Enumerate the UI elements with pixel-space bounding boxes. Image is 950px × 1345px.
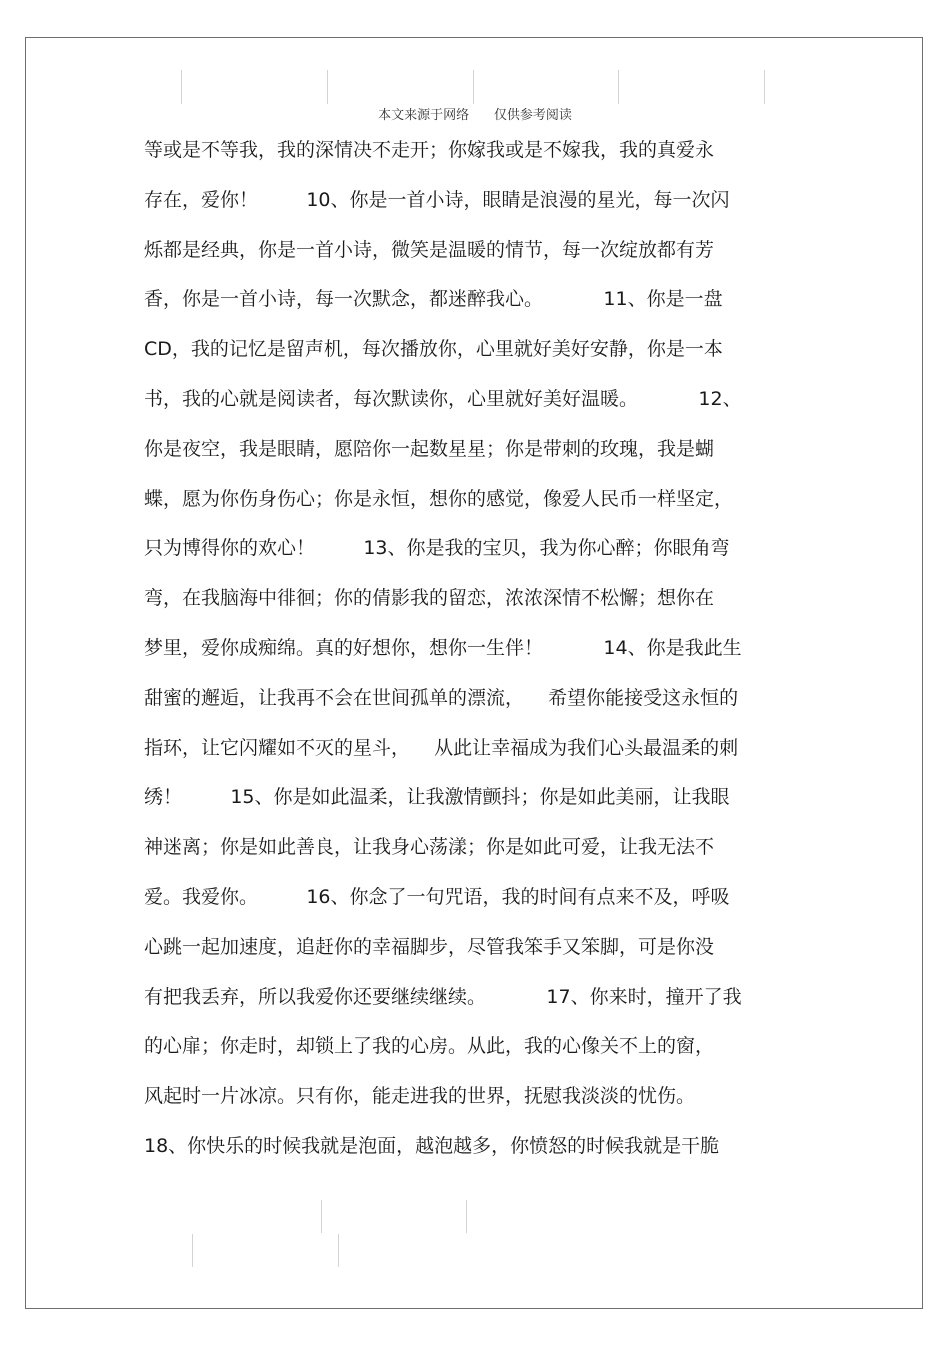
bottom-divider-line-2 xyxy=(466,1200,467,1233)
text-line: 18、你快乐的时候我就是泡面，越泡越多，你愤怒的时候我就是干脆 xyxy=(144,1134,720,1157)
text-line: 等或是不等我，我的深情决不走开；你嫁我或是不嫁我，我的真爱永 xyxy=(144,139,715,161)
text-line: 的心扉；你走时，却锁上了我的心房。从此，我的心像关不上的窗， xyxy=(144,1035,715,1058)
top-divider-line-5 xyxy=(764,70,765,104)
text-line: 蝶，愿为你伤身伤心；你是永恒，想你的感觉，像爱人民币一样坚定， xyxy=(144,487,734,510)
text-line: 你是夜空，我是眼睛，愿陪你一起数星星；你是带刺的玫瑰，我是蝴 xyxy=(144,437,715,460)
text-line: 弯，在我脑海中徘徊；你的倩影我的留恋，浓浓深情不松懈；想你在 xyxy=(144,587,715,610)
text-line: 有把我丢弃，所以我爱你还要继续继续。 17、你来时，撞开了我 xyxy=(144,985,742,1008)
bottom-divider-line-1 xyxy=(321,1200,322,1233)
text-line: 香，你是一首小诗，每一次默念，都迷醉我心。 11、你是一盘 xyxy=(144,288,723,311)
text-line: 心跳一起加速度，追赶你的幸福脚步，尽管我笨手又笨脚，可是你没 xyxy=(144,935,715,958)
bottom-divider-line-4 xyxy=(338,1234,339,1267)
text-line: 书，我的心就是阅读者，每次默读你，心里就好美好温暖。 12、 xyxy=(144,387,742,410)
top-divider-line-4 xyxy=(618,70,619,104)
text-line: 神迷离；你是如此善良，让我身心荡漾；你是如此可爱，让我无法不 xyxy=(144,836,715,859)
text-line: 存在，爱你！ 10、你是一首小诗，眼睛是浪漫的星光，每一次闪 xyxy=(144,188,730,211)
document-body xyxy=(144,130,824,1176)
text-line: CD，我的记忆是留声机，每次播放你，心里就好美好安静，你是一本 xyxy=(144,338,723,361)
text-line: 烁都是经典，你是一首小诗，微笑是温暖的情节，每一次绽放都有芳 xyxy=(144,238,715,261)
bottom-divider-line-3 xyxy=(192,1234,193,1267)
text-line: 爱。我爱你。 16、你念了一句咒语，我的时间有点来不及，呼吸 xyxy=(144,885,730,908)
top-divider-line-1 xyxy=(181,70,182,104)
text-line: 甜蜜的邂逅，让我再不会在世间孤单的漂流， 希望你能接受这永恒的 xyxy=(144,686,739,709)
text-line: 风起时一片冰凉。只有你，能走进我的世界，抚慰我淡淡的忧伤。 xyxy=(144,1085,696,1108)
text-line: 梦里，爱你成痴绵。真的好想你，想你一生伴！ 14、你是我此生 xyxy=(144,636,742,659)
top-divider-line-2 xyxy=(327,70,328,104)
source-disclaimer: 本文来源于网络 仅供参考阅读 xyxy=(378,108,572,123)
top-divider-line-3 xyxy=(473,70,474,104)
text-line: 指环，让它闪耀如不灭的星斗， 从此让幸福成为我们心头最温柔的刺 xyxy=(144,736,739,759)
text-line: 只为博得你的欢心！ 13、你是我的宝贝，我为你心醉；你眼角弯 xyxy=(144,537,730,560)
text-line: 绣！ 15、你是如此温柔，让我激情颤抖；你是如此美丽，让我眼 xyxy=(144,786,730,809)
